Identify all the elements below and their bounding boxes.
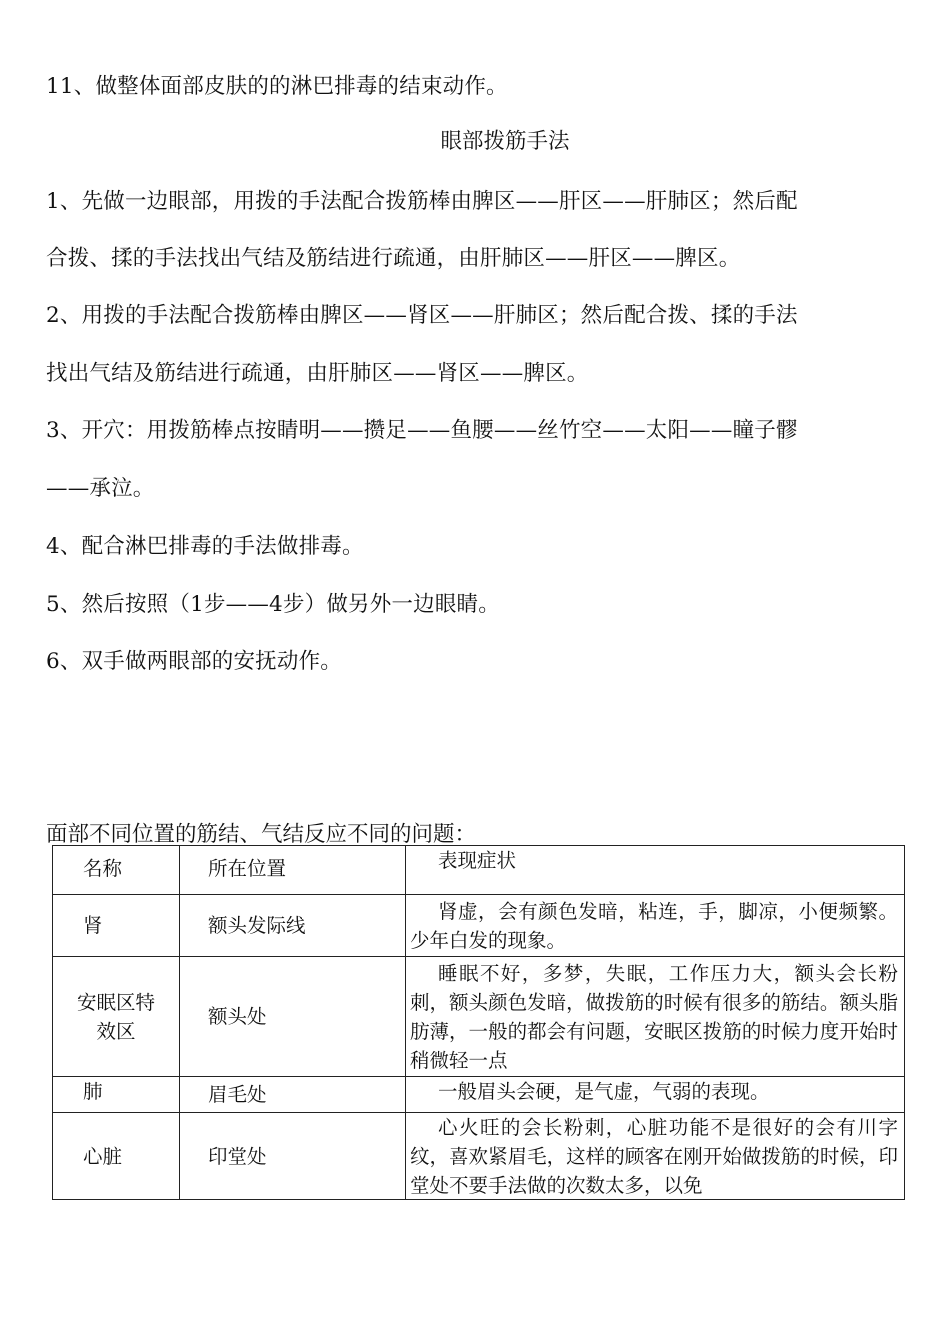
row-symptoms: 一般眉头会硬，是气虚，气弱的表现。 xyxy=(406,1077,905,1113)
header-position: 所在位置 xyxy=(180,846,406,895)
step-line: 2、用拨的手法配合拨筋棒由脾区——肾区——肝肺区；然后配合拨、揉的手法 xyxy=(46,303,798,328)
step-line: 6、双手做两眼部的安抚动作。 xyxy=(46,649,342,674)
step-line: ——承泣。 xyxy=(46,476,155,501)
step-line: 找出气结及筋结进行疏通，由肝肺区——肾区——脾区。 xyxy=(46,361,589,386)
table-row xyxy=(53,895,905,957)
row-name: 安眠区特效区 xyxy=(53,957,180,1077)
row-name: 肾 xyxy=(53,895,180,957)
row-symptoms: 肾虚，会有颜色发暗，粘连，手，脚凉，小便频繁。少年白发的现象。 xyxy=(406,895,905,957)
header-symptoms: 表现症状 xyxy=(406,846,905,895)
step-line: 3、开穴：用拨筋棒点按睛明——攒足——鱼腰——丝竹空——太阳——瞳子髎 xyxy=(46,418,798,443)
symptoms-table xyxy=(52,845,905,1200)
step-line: 5、然后按照（1步——4步）做另外一边眼睛。 xyxy=(46,592,500,617)
table-row xyxy=(53,957,905,1077)
step-line: 1、先做一边眼部，用拨的手法配合拨筋棒由脾区——肝区——肝肺区；然后配 xyxy=(46,189,798,214)
row-symptoms: 睡眠不好，多梦，失眠，工作压力大，额头会长粉刺，额头颜色发暗，做拨筋的时候有很多的筋结。额头脂肪薄，一般的都会有问题，安眠区拨筋的时候力度开始时稍微轻一点 xyxy=(406,957,905,1077)
step-line: 4、配合淋巴排毒的手法做排毒。 xyxy=(46,534,364,559)
row-symptoms-cell xyxy=(406,1113,905,1200)
row-position: 印堂处 xyxy=(180,1113,406,1200)
table-header-row xyxy=(53,846,905,895)
row-name: 肺 xyxy=(53,1077,180,1113)
row-position: 额头处 xyxy=(180,957,406,1077)
row-position: 眉毛处 xyxy=(180,1077,406,1113)
section-title: 眼部拨筋手法 xyxy=(440,129,570,154)
intro-line: 11、做整体面部皮肤的的淋巴排毒的结束动作。 xyxy=(46,74,508,99)
row-symptoms: 心火旺的会长粉刺，心脏功能不是很好的会有川字纹，喜欢紧眉毛，这样的顾客在刚开始做拨筋的时候，印堂处不要手法做的次数太多，以免 xyxy=(410,1116,898,1197)
step-line: 合拨、揉的手法找出气结及筋结进行疏通，由肝肺区——肝区——脾区。 xyxy=(46,246,741,271)
table-row xyxy=(53,1113,905,1200)
header-name: 名称 xyxy=(53,846,180,895)
table-heading: 面部不同位置的筋结、气结反应不同的问题： xyxy=(46,822,477,847)
row-position: 额头发际线 xyxy=(180,895,406,957)
table-row xyxy=(53,1077,905,1113)
row-name: 心脏 xyxy=(53,1113,180,1200)
